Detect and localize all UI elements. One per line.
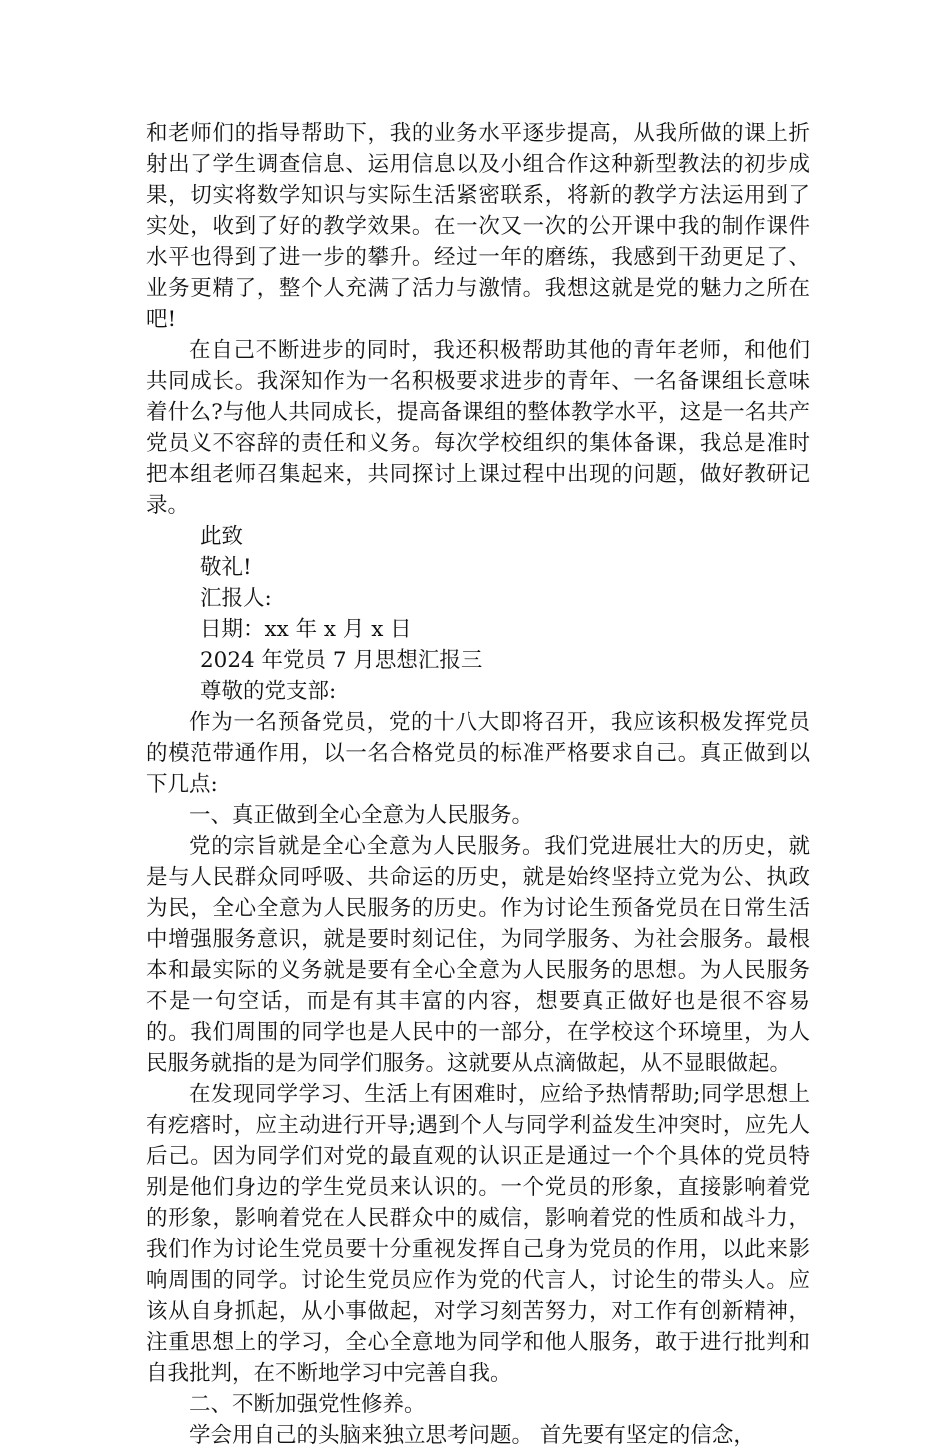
section-heading: 二、不断加强党性修养。 bbox=[189, 1392, 426, 1417]
body-paragraph: 学会用自己的头脑来独立思考问题。 首先要有坚定的信念， bbox=[189, 1423, 755, 1448]
section-title: 2024 年党员 7 月思想汇报三 bbox=[200, 648, 483, 673]
body-paragraph: 党的宗旨就是全心全意为人民服务。我们党进展壮大的历史，就是与人民群众同呼吸、共命运的历史，就是始终坚持立党为公、执政为民，全心全意为人民服务的历史。作为讨论生预备党员在日常生活中增强服务意识，就是要时刻记住，为同学服务、为社会服务。最根本和最实际的义务就是要有全心全意为人民服务的思想。为人民服务不是一句空话，而是有其丰富的内容，想要真正做好也是很不容易的。我们周围的同学也是人民中的一部分，在学校这个环境里，为人民服务就指的是为同学们服务。这就要从点滴做起，从不显眼做起。 bbox=[146, 834, 810, 1076]
body-paragraph: 作为一名预备党员，党的十八大即将召开，我应该积极发挥党员的模范带通作用，以一名合格党员的标准严格要求自己。真正做到以下几点: bbox=[146, 710, 810, 797]
reporter-line: 汇报人: bbox=[200, 586, 272, 611]
body-paragraph: 和老师们的指导帮助下，我的业务水平逐步提高，从我所做的课上折射出了学生调查信息、运用信息以及小组合作这种新型教法的初步成果，切实将数学知识与实际生活紧密联系，将新的教学方法运用到了实处，收到了好的教学效果。在一次又一次的公开课中我的制作课件水平也得到了进一步的攀升。经过一年的磨练，我感到干劲更足了、业务更精了，整个人充满了活力与激情。我想这就是党的魅力之所在吧! bbox=[146, 121, 810, 332]
date-line: 日期：xx 年 x 月 x 日 bbox=[200, 617, 412, 642]
addressee: 尊敬的党支部: bbox=[200, 679, 337, 704]
section-heading: 一、真正做到全心全意为人民服务。 bbox=[189, 803, 534, 828]
body-paragraph: 在发现同学学习、生活上有困难时，应给予热情帮助;同学思想上有疙瘩时，应主动进行开导;遇到个人与同学利益发生冲突时，应先人后己。因为同学们对党的最直观的认识正是通过一个个具体的党员特别是他们身边的学生党员来认识的。一个党员的形象，直接影响着党的形象，影响着党在人民群众中的威信，影响着党的性质和战斗力，我们作为讨论生党员要十分重视发挥自己身为党员的作用，以此来影响周围的同学。讨论生党员应作为党的代言人，讨论生的带头人。应该从自身抓起，从小事做起，对学习刻苦努力，对工作有创新精神，注重思想上的学习，全心全意地为同学和他人服务，敢于进行批判和自我批判，在不断地学习中完善自我。 bbox=[146, 1082, 810, 1386]
closing-respect: 敬礼! bbox=[200, 555, 252, 580]
document-page bbox=[146, 118, 810, 1451]
body-paragraph: 在自己不断进步的同时，我还积极帮助其他的青年老师，和他们共同成长。我深知作为一名积极要求进步的青年、一名备课组长意味着什么?与他人共同成长，提高备课组的整体教学水平，这是一名共产党员义不容辞的责任和义务。每次学校组织的集体备课，我总是准时把本组老师召集起来，共同探讨上课过程中出现的问题，做好教研记录。 bbox=[146, 338, 810, 518]
closing-salutation: 此致 bbox=[200, 524, 244, 549]
